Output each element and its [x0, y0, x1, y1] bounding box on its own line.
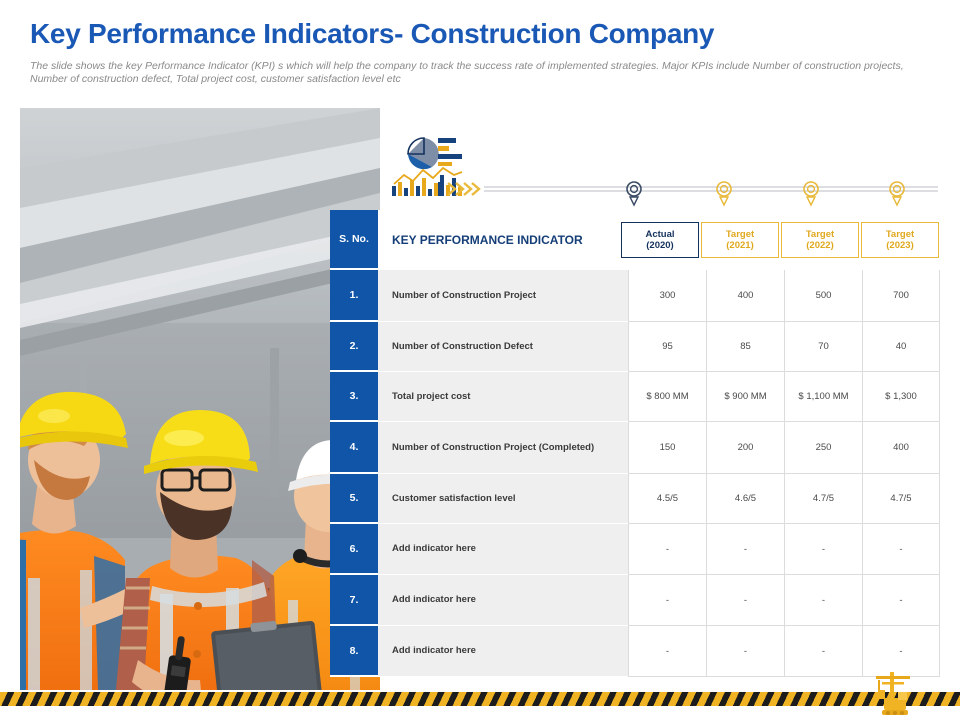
table-row: [330, 524, 940, 575]
kpi-value-cell: 95: [628, 322, 706, 372]
kpi-value-cell: 40: [862, 322, 940, 372]
timeline-connector: [438, 178, 938, 212]
kpi-value-cell: $ 1,300: [862, 372, 940, 422]
table-row: [330, 626, 940, 677]
col-3-bottom: (2023): [886, 240, 914, 251]
kpi-value-cell: -: [706, 575, 784, 626]
col-1-top: Target: [725, 229, 755, 240]
col-1-bottom: (2021): [726, 240, 754, 251]
row-number-cell: 1.: [330, 270, 378, 322]
kpi-value-cell: -: [628, 524, 706, 575]
kpi-table: [330, 210, 940, 677]
timeline-start-bar: [438, 182, 442, 196]
column-header-target-2021: [701, 222, 779, 258]
kpi-name-cell: Add indicator here: [378, 626, 628, 677]
kpi-value-cell: 4.7/5: [784, 474, 862, 524]
hazard-stripe-band: [0, 692, 960, 706]
kpi-value-cell: -: [784, 626, 862, 677]
row-number-cell: 4.: [330, 422, 378, 474]
kpi-value-cell: 300: [628, 270, 706, 322]
table-row: [330, 474, 940, 524]
row-number-cell: 3.: [330, 372, 378, 422]
map-pin-icon-1: [627, 182, 641, 205]
kpi-value-cell: 500: [784, 270, 862, 322]
kpi-name-cell: Add indicator here: [378, 575, 628, 626]
column-header-target-2022: [781, 222, 859, 258]
kpi-value-cell: -: [862, 575, 940, 626]
page-subtitle: The slide shows the key Performance Indicator (KPI) s which will help the company to track the success rate of implemented strategies. Major KPIs include Number of construction projects, Number of construction defect, Total project cost, customer satisfaction level etc: [30, 60, 904, 85]
kpi-value-cell: $ 800 MM: [628, 372, 706, 422]
kpi-name-cell: Number of Construction Project (Completed): [378, 422, 628, 474]
kpi-value-cell: 400: [862, 422, 940, 474]
kpi-value-cell: 4.7/5: [862, 474, 940, 524]
chevron-right-icon: [448, 183, 479, 195]
row-number-cell: 5.: [330, 474, 378, 524]
kpi-name-cell: Customer satisfaction level: [378, 474, 628, 524]
col-2-bottom: (2022): [806, 240, 834, 251]
col-0-top: Actual: [645, 229, 675, 240]
row-number-cell: 6.: [330, 524, 378, 575]
kpi-value-cell: 85: [706, 322, 784, 372]
kpi-name-cell: Number of Construction Defect: [378, 322, 628, 372]
kpi-value-cell: 70: [784, 322, 862, 372]
column-header-actual-2020: [621, 222, 699, 258]
table-row: [330, 422, 940, 474]
row-number-cell: 8.: [330, 626, 378, 677]
kpi-value-cell: 4.5/5: [628, 474, 706, 524]
kpi-value-cell: 250: [784, 422, 862, 474]
kpi-value-cell: 150: [628, 422, 706, 474]
map-pin-icon-2: [717, 182, 731, 205]
column-header-sno: S. No.: [330, 210, 378, 270]
kpi-value-cell: -: [784, 575, 862, 626]
kpi-value-cell: 4.6/5: [706, 474, 784, 524]
table-row: [330, 575, 940, 626]
col-3-top: Target: [885, 229, 915, 240]
construction-site-photo: [20, 108, 380, 690]
column-header-kpi: KEY PERFORMANCE INDICATOR: [378, 210, 620, 270]
photo-illustration: [20, 108, 380, 690]
row-number-cell: 7.: [330, 575, 378, 626]
kpi-value-cell: -: [706, 524, 784, 575]
kpi-value-cell: $ 1,100 MM: [784, 372, 862, 422]
page-title: Key Performance Indicators- Construction Company: [30, 18, 715, 49]
col-0-bottom: (2020): [646, 240, 674, 251]
map-pin-icon-3: [804, 182, 818, 205]
construction-crane-icon: [868, 668, 918, 716]
kpi-value-cell: -: [706, 626, 784, 677]
column-header-target-2023: [861, 222, 939, 258]
kpi-value-cell: -: [784, 524, 862, 575]
kpi-value-cell: 400: [706, 270, 784, 322]
kpi-value-cell: -: [628, 626, 706, 677]
kpi-name-cell: Add indicator here: [378, 524, 628, 575]
kpi-value-cell: 200: [706, 422, 784, 474]
table-header-row: [330, 210, 940, 270]
row-number-cell: 2.: [330, 322, 378, 372]
kpi-value-cell: 700: [862, 270, 940, 322]
kpi-value-cell: $ 900 MM: [706, 372, 784, 422]
kpi-value-cell: -: [862, 626, 940, 677]
kpi-value-cell: -: [628, 575, 706, 626]
table-row: [330, 270, 940, 322]
col-2-top: Target: [805, 229, 835, 240]
kpi-name-cell: Total project cost: [378, 372, 628, 422]
table-row: [330, 372, 940, 422]
kpi-value-cell: -: [862, 524, 940, 575]
kpi-name-cell: Number of Construction Project: [378, 270, 628, 322]
table-row: [330, 322, 940, 372]
map-pin-icon-4: [890, 182, 904, 205]
